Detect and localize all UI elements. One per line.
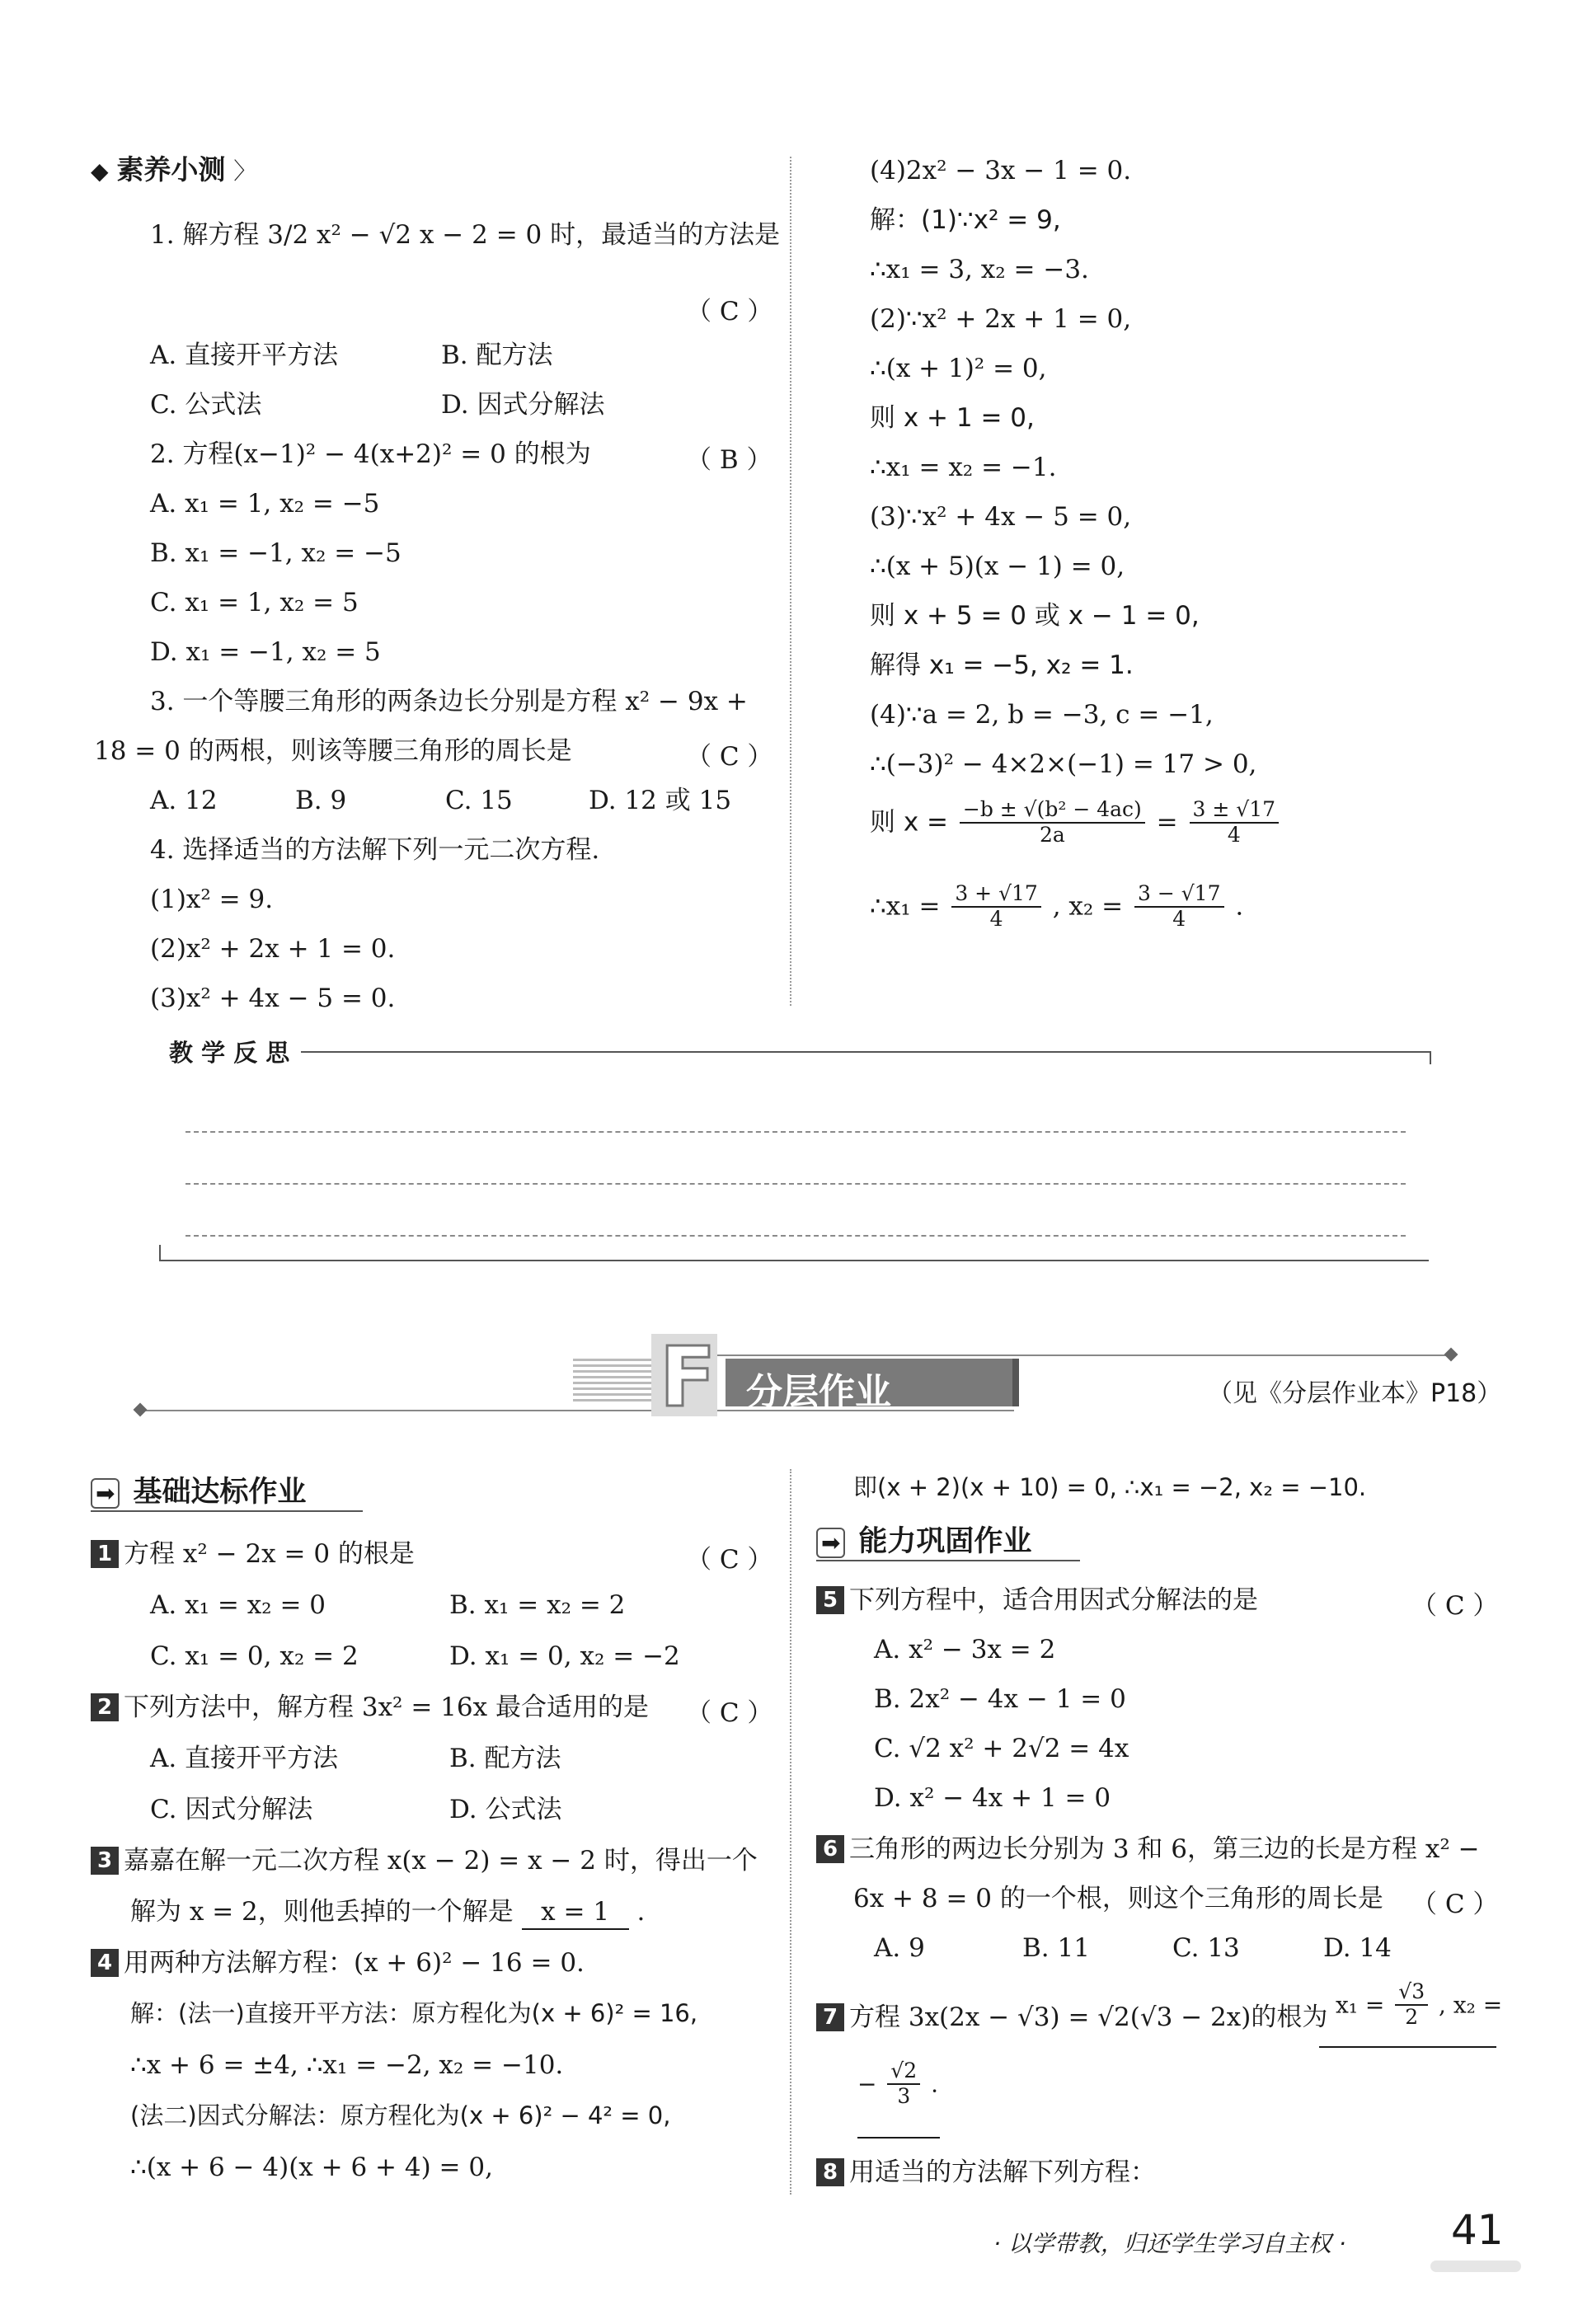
basic-q1-a: A. x₁ = x₂ = 0	[150, 1590, 326, 1620]
q3-line2: 18 = 0 的两根，则该等腰三角形的周长是	[94, 736, 572, 766]
basic-title: 基础达标作业	[133, 1476, 307, 1509]
x2-denominator: 4	[1172, 906, 1186, 931]
sol-line-11: (4)∵a = 2, b = −3, c = −1,	[870, 700, 1214, 730]
reflection-line-1	[185, 1131, 1406, 1133]
sol-line-2: ∴x₁ = 3, x₂ = −3.	[870, 255, 1089, 284]
reflection-line-2	[185, 1183, 1406, 1185]
adv-q8	[816, 2157, 1156, 2189]
basic-q3-line2: 解为 x = 2，则他丢掉的一个解是 x = 1 .	[130, 1896, 645, 1930]
banner-stripes	[573, 1359, 664, 1405]
reflection-top-rule	[301, 1051, 1430, 1053]
sol-line-12: ∴(−3)² − 4×2×(−1) = 17 > 0,	[870, 749, 1257, 779]
sol-line-4: ∴(x + 1)² = 0,	[870, 354, 1047, 383]
banner-dot-right	[1444, 1348, 1458, 1362]
root-numerator: 3 ± √17	[1190, 798, 1280, 824]
basic-header	[91, 1469, 306, 1510]
sol-line-5: 则 x + 1 = 0,	[870, 403, 1035, 433]
adv-q6-c: C. 13	[1172, 1933, 1240, 1963]
x2-answer-fraction: $\frac{√2}{3}$	[887, 2059, 920, 2109]
adv-q5-b: B. 2x² − 4x − 1 = 0	[874, 1684, 1126, 1714]
basic-q2-answer: （ C ）	[686, 1698, 773, 1728]
sol14-pre: ∴x₁ =	[870, 891, 941, 922]
sol-line-6: ∴x₁ = x₂ = −1.	[870, 453, 1057, 482]
adv-q6-text1: 三角形的两边长分别为 3 和 6，第三边的长是方程 x² −	[849, 1834, 1480, 1864]
banner-letter: F	[660, 1329, 716, 1425]
question-number-badge: 3	[91, 1847, 119, 1875]
basic-q2	[91, 1692, 649, 1724]
root-fraction	[1190, 798, 1280, 847]
q1-option-a: A. 直接开平方法	[150, 340, 339, 370]
q2-option-c: C. x₁ = 1, x₂ = 5	[150, 588, 359, 617]
x1-fraction	[951, 882, 1041, 932]
banner-dot-left	[134, 1403, 148, 1417]
adv-q5-a: A. x² − 3x = 2	[874, 1635, 1056, 1664]
basic-q4-sol3: (法二)因式分解法：原方程化为(x + 6)² − 4² = 0,	[130, 2101, 671, 2129]
adv-q7-blank-line2	[857, 2137, 940, 2139]
question-number-badge: 2	[91, 1693, 119, 1721]
basic-q4	[91, 1947, 585, 1979]
quadratic-formula-denominator: 2a	[1039, 822, 1065, 847]
adv-q7-blank-line1	[1319, 2046, 1496, 2048]
adv-q6-line1	[816, 1833, 1480, 1866]
question-number-badge: 6	[816, 1835, 844, 1863]
q4-eq4: (4)2x² − 3x − 1 = 0.	[870, 156, 1132, 185]
reflection-left-tick	[159, 1245, 161, 1260]
basic-header-underline	[91, 1510, 363, 1512]
basic-q2-a: A. 直接开平方法	[150, 1744, 339, 1773]
adv-q5-answer: （ C ）	[1411, 1591, 1499, 1621]
basic-q1	[91, 1538, 415, 1570]
advanced-header-underline	[816, 1560, 1080, 1561]
basic-q4-text: 用两种方法解方程：(x + 6)² − 16 = 0.	[124, 1948, 585, 1978]
adv-q5-d: D. x² − 4x + 1 = 0	[874, 1783, 1111, 1813]
reflection-title: 教 学 反 思	[169, 1039, 290, 1067]
diamond-icon: ◆	[91, 157, 109, 185]
page-number-shadow	[1430, 2261, 1521, 2272]
root-denominator: 4	[1227, 822, 1241, 847]
x1-numerator: 3 + √17	[951, 882, 1041, 908]
adv-q6-d: D. 14	[1323, 1933, 1392, 1963]
q1-stem	[150, 219, 780, 251]
adv-q5-text: 下列方程中，适合用因式分解法的是	[849, 1585, 1258, 1615]
sol-line-8: ∴(x + 5)(x − 1) = 0,	[870, 552, 1125, 581]
x1-answer-fraction: $\frac{√3}{2}$	[1395, 1980, 1428, 2030]
section-title: 素养小测	[116, 153, 226, 185]
advanced-title: 能力巩固作业	[858, 1525, 1032, 1558]
sol-line-3: (2)∵x² + 2x + 1 = 0,	[870, 304, 1132, 334]
basic-q2-b: B. 配方法	[449, 1744, 561, 1773]
basic-q1-c: C. x₁ = 0, x₂ = 2	[150, 1641, 359, 1671]
column-divider-bottom	[790, 1469, 791, 2195]
basic-q2-text: 下列方法中，解方程 3x² = 16x 最合适用的是	[124, 1693, 649, 1722]
footer-slogan: · 以学带教，归还学生学习自主权 ·	[993, 2230, 1346, 2257]
q4-eq3: (3)x² + 4x − 5 = 0.	[150, 984, 396, 1013]
sol-line-1: 解：(1)∵x² = 9,	[870, 205, 1061, 235]
adv-q6-b: B. 11	[1022, 1933, 1090, 1963]
adv-q6-a: A. 9	[874, 1933, 925, 1963]
basic-q4-sol5: 即(x + 2)(x + 10) = 0, ∴x₁ = −2, x₂ = −10.	[853, 1473, 1367, 1501]
sol-line-13	[870, 798, 1282, 847]
q2-option-d: D. x₁ = −1, x₂ = 5	[150, 637, 381, 667]
basic-q1-d: D. x₁ = 0, x₂ = −2	[449, 1641, 680, 1671]
sol13-eq: =	[1156, 807, 1178, 838]
q3-option-b: B. 9	[295, 786, 347, 815]
adv-q5	[816, 1585, 1258, 1617]
basic-q3-line1	[91, 1845, 758, 1877]
q4-eq2: (2)x² + 2x + 1 = 0.	[150, 934, 396, 964]
adv-q6-answer: （ C ）	[1411, 1890, 1499, 1919]
adv-q6-line2: 6x + 8 = 0 的一个根，则这个三角形的周长是	[853, 1884, 1383, 1913]
q1-answer: （ C ）	[686, 297, 773, 326]
sol-line-14: ∴x₁ = $\frac{3 + √17}{4}$ , x₂ = $\frac{3 - √17}{4}$ .	[870, 881, 1244, 931]
basic-q1-answer: （ C ）	[686, 1545, 773, 1575]
question-number-badge: 5	[816, 1586, 844, 1614]
adv-q7-text: 方程 3x(2x − √3) = √2(√3 − 2x)的根为	[849, 2002, 1328, 2032]
question-number-badge: 1	[91, 1540, 119, 1568]
q2-option-a: A. x₁ = 1, x₂ = −5	[150, 489, 380, 519]
adv-q7-answer-part1: x₁ = $\frac{√3}{2}$ , x₂ =	[1336, 1979, 1503, 2029]
sol14-mid: , x₂ =	[1052, 891, 1124, 922]
sol-line-7: (3)∵x² + 4x − 5 = 0,	[870, 502, 1132, 532]
basic-q4-sol2: ∴x + 6 = ±4, ∴x₁ = −2, x₂ = −10.	[130, 2050, 564, 2080]
question-number-badge: 8	[816, 2158, 844, 2186]
sol-line-9: 则 x + 5 = 0 或 x − 1 = 0,	[870, 601, 1200, 631]
reflection-right-tick	[1430, 1051, 1431, 1064]
adv-q7-answer-part2: − $\frac{√2}{3}$ .	[857, 2059, 939, 2108]
q2-option-b: B. x₁ = −1, x₂ = −5	[150, 538, 402, 568]
q1-option-c: C. 公式法	[150, 390, 262, 420]
adv-q8-text: 用适当的方法解下列方程：	[849, 2157, 1156, 2187]
advanced-header	[816, 1519, 1031, 1560]
question-number-badge: 4	[91, 1949, 119, 1977]
x2-fraction	[1134, 882, 1224, 932]
q2-answer: （ B ）	[686, 445, 773, 475]
sol-line-10: 解得 x₁ = −5, x₂ = 1.	[870, 650, 1134, 680]
column-divider-top	[790, 157, 791, 1006]
sol13-pre: 则 x =	[870, 807, 949, 838]
q3-option-a: A. 12	[150, 786, 218, 815]
q3-line1: 3. 一个等腰三角形的两条边长分别是方程 x² − 9x +	[150, 687, 748, 716]
page-number: 41	[1451, 2206, 1504, 2254]
q1-option-d: D. 因式分解法	[441, 390, 605, 420]
q3-answer: （ C ）	[686, 742, 773, 772]
basic-q4-sol1: 解：(法一)直接开平方法：原方程化为(x + 6)² = 16,	[130, 1999, 698, 2027]
basic-q1-b: B. x₁ = x₂ = 2	[449, 1590, 626, 1620]
question-number-badge: 7	[816, 2003, 844, 2031]
q2-stem: 2. 方程(x−1)² − 4(x+2)² = 0 的根为	[150, 439, 591, 469]
x2-numerator: 3 − √17	[1134, 882, 1224, 908]
banner-reference: （见《分层作业本》P18）	[1208, 1379, 1502, 1408]
q4-eq1: (1)x² = 9.	[150, 885, 274, 914]
adv-q7	[816, 2002, 1327, 2034]
adv-q5-c: C. √2 x² + 2√2 = 4x	[874, 1734, 1129, 1763]
basic-q3-text2: 解为 x = 2，则他丢掉的一个解是	[130, 1897, 514, 1927]
arrow-right-icon: ➡	[816, 1528, 845, 1558]
q3-option-c: C. 15	[445, 786, 513, 815]
q1-text: 1. 解方程 3/2 x² − √2 x − 2 = 0 时，最适当的方法是	[150, 220, 781, 250]
basic-q1-text: 方程 x² − 2x = 0 的根是	[124, 1539, 415, 1569]
quadratic-formula-fraction	[960, 798, 1145, 847]
q3-option-d: D. 12 或 15	[589, 786, 732, 815]
answer-blank: x = 1	[522, 1896, 629, 1930]
arrow-right-icon: ➡	[91, 1478, 120, 1509]
x1-denominator: 4	[989, 906, 1003, 931]
quadratic-formula-numerator: −b ± √(b² − 4ac)	[960, 798, 1145, 824]
banner-rule-top	[709, 1354, 1451, 1356]
q1-option-b: B. 配方法	[441, 340, 553, 370]
basic-q3-text1: 嘉嘉在解一元二次方程 x(x − 2) = x − 2 时，得出一个	[124, 1846, 758, 1876]
basic-q2-d: D. 公式法	[449, 1795, 562, 1824]
section-header-suyang	[91, 148, 256, 187]
reflection-bottom-rule	[159, 1260, 1429, 1261]
reflection-line-3	[185, 1235, 1406, 1237]
q4-stem: 4. 选择适当的方法解下列一元二次方程.	[150, 835, 600, 865]
basic-q2-c: C. 因式分解法	[150, 1795, 313, 1824]
chevron-right-icon: 〉	[233, 157, 257, 185]
banner-title: 分层作业	[746, 1371, 891, 1413]
basic-q4-sol4: ∴(x + 6 − 4)(x + 6 + 4) = 0,	[130, 2153, 493, 2182]
